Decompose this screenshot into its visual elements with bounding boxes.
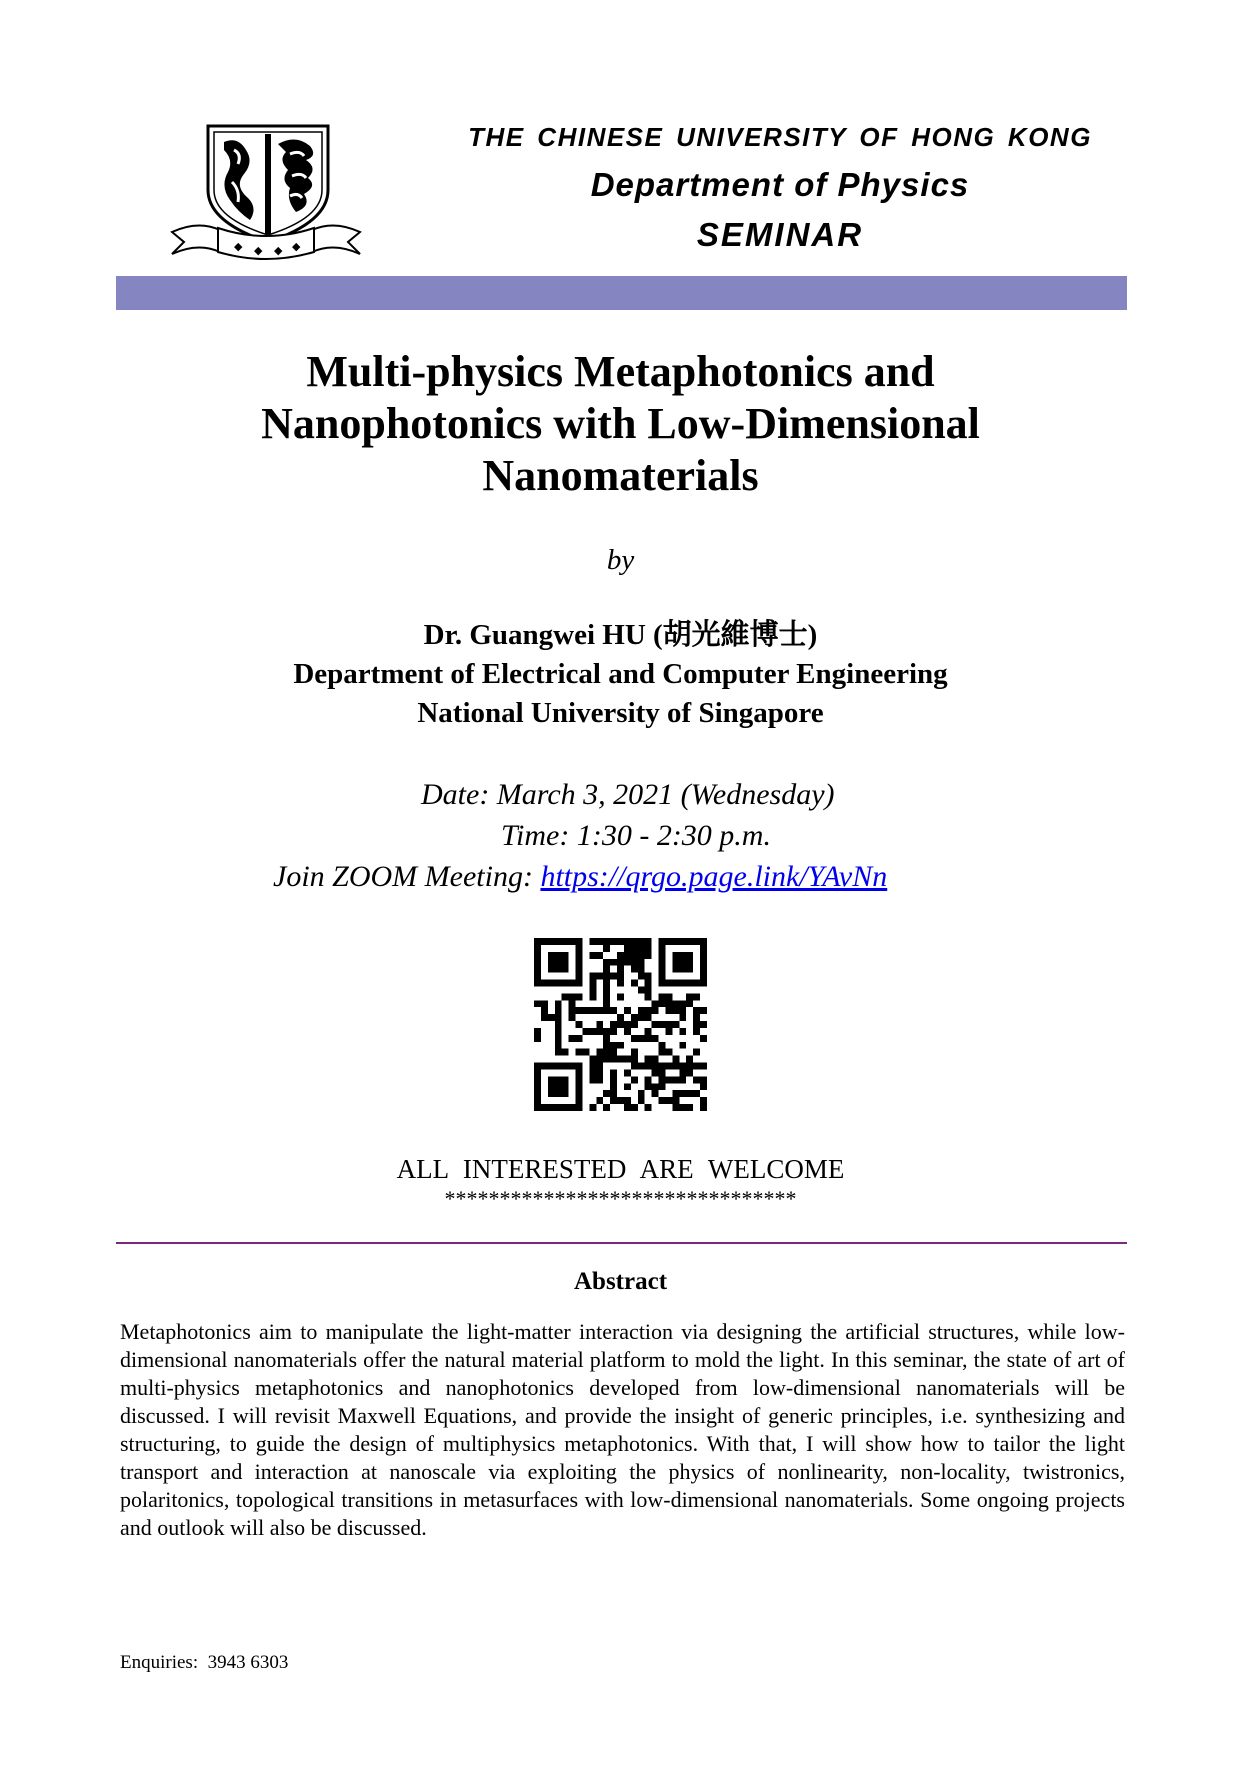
- zoom-link[interactable]: https://qrgo.page.link/YAvNn: [540, 860, 888, 893]
- event-time: Time: 1:30 - 2:30 p.m.: [501, 819, 771, 852]
- speaker-block: [0, 616, 1241, 733]
- event-date: Date: March 3, 2021 (Wednesday): [421, 778, 835, 811]
- zoom-row: [273, 856, 887, 897]
- svg-text:◆: ◆: [292, 240, 301, 253]
- abstract-heading: Abstract: [573, 1268, 668, 1295]
- talk-title-line: Nanophotonics with Low-Dimensional: [261, 399, 980, 448]
- department-name: Department of Physics: [590, 166, 970, 203]
- header-accent-bar: [116, 276, 1127, 310]
- welcome-text: ALL INTERESTED ARE WELCOME: [396, 1154, 845, 1184]
- asterisk-divider: ********************************: [444, 1186, 797, 1211]
- svg-text:◆: ◆: [254, 244, 263, 257]
- svg-text:◆: ◆: [274, 244, 283, 257]
- section-divider: [116, 1242, 1127, 1244]
- by-label: by: [606, 544, 635, 576]
- university-name: THE CHINESE UNIVERSITY OF HONG KONG: [468, 122, 1092, 152]
- speaker-department: Department of Electrical and Computer Engineering: [293, 658, 948, 690]
- talk-title-line: Nanomaterials: [482, 451, 759, 500]
- talk-title-line: Multi-physics Metaphotonics and: [306, 347, 935, 396]
- abstract-body: Metaphotonics aim to manipulate the light-matter interaction via designing the artificial structures, while low-dimensional nanomaterials offer the natural material platform to mold the light. In this seminar, the state of art of multi-physics metaphotonics and nanophotonics developed from low-dimensional nanomaterials will be discussed. I will revisit Maxwell Equations, and provide the insight of generic principles, i.e. synthesizing and structuring, to guide the design of multiphysics metaphotonics. With that, I will show how to tailor the light transport and interaction at nanoscale via exploiting the physics of nonlinearity, non-locality, twistronics, polaritonics, topological transitions in metasurfaces with low-dimensional nanomaterials. Some ongoing projects and outlook will also be discussed.: [120, 1319, 1125, 1540]
- svg-text:◆: ◆: [234, 240, 243, 253]
- qr-code-icon: [534, 938, 707, 1111]
- cuhk-crest-icon: [168, 120, 364, 266]
- zoom-label: Join ZOOM Meeting:: [273, 860, 541, 893]
- speaker-name: Dr. Guangwei HU (胡光維博士): [423, 619, 818, 651]
- talk-title: [150, 346, 1091, 502]
- speaker-institution: National University of Singapore: [417, 697, 824, 729]
- enquiries-line: Enquiries: 3943 6303: [120, 1652, 289, 1673]
- event-type: SEMINAR: [696, 216, 864, 253]
